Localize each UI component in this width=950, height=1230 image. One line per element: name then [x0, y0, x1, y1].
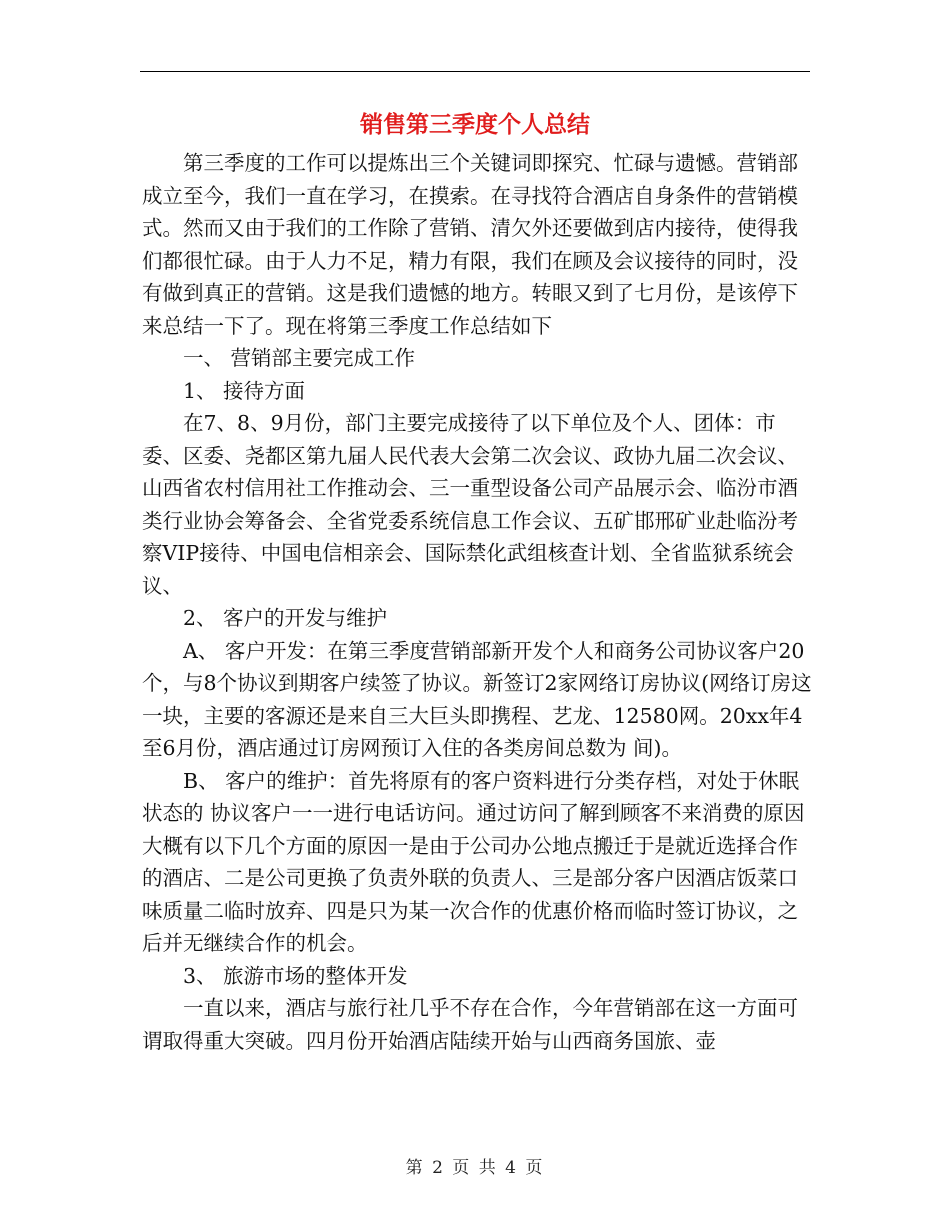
page-footer: 第 2 页 共 4 页 [405, 1158, 545, 1178]
header-rule [140, 71, 810, 72]
document-body [142, 147, 814, 1057]
heading-section-1: 一、 营销部主要完成工作 [183, 346, 416, 370]
paragraph-client-maintenance: B、 客户的维护：首先将原有的客户资料进行分类存档，对处于休眠状态的 协议客户一一进行电话访问。通过访问了解到顾客不来消费的原因大概有以下几个方面的原因一是由于公司办公地点搬迁于是就近选择合作的酒店、二是公司更换了负责外联的负责人、三是部分客户因酒店饭菜口味质量二临时放弃、四是只为某一次合作的优惠价格而临时签订协议，之后并无继续合作的机会。 [142, 768, 805, 955]
heading-tourism: 3、 旅游市场的整体开发 [183, 963, 408, 988]
paragraph-intro: 第三季度的工作可以提炼出三个关键词即探究、忙碌与遗憾。营销部成立至今，我们一直在学习，在摸索。在寻找符合酒店自身条件的营销模式。然而又由于我们的工作除了营销、清欠外还要做到店内接待，使得我们都很忙碌。由于人力不足，精力有限，我们在顾及会议接待的同时，没有做到真正的营销。这是我们遗憾的地方。转眼又到了七月份，是该停下来总结一下了。现在将第三季度工作总结如下 [142, 151, 798, 338]
heading-reception: 1、 接待方面 [183, 378, 306, 403]
document-title: 销售第三季度个人总结 [360, 111, 590, 138]
heading-clients: 2、 客户的开发与维护 [183, 606, 388, 630]
paragraph-reception: 在7、8、9月份，部门主要完成接待了以下单位及个人、团体：市委、区委、尧都区第九届人民代表大会第二次会议、政协九届二次会议、山西省农村信用社工作推动会、三一重型设备公司产品展示会、临汾市酒类行业协会筹备会、全省党委系统信息工作会议、五矿邯邢矿业赴临汾考察VIP接待、中国电信相亲会、国际禁化武组核查计划、全省监狱系统会议、 [142, 411, 798, 598]
paragraph-tourism: 一直以来，酒店与旅行社几乎不存在合作，今年营销部在这一方面可谓取得重大突破。四月份开始酒店陆续开始与山西商务国旅、壶 [142, 996, 798, 1053]
paragraph-client-development: A、 客户开发：在第三季度营销部新开发个人和商务公司协议客户20个，与8个协议到期客户续签了协议。新签订2家网络订房协议(网络订房这一块，主要的客源还是来自三大巨头即携程、艺龙、12580网。20xx年4至6月份，酒店通过订房网预订入住的各类房间总数为 间)。 [142, 638, 812, 760]
